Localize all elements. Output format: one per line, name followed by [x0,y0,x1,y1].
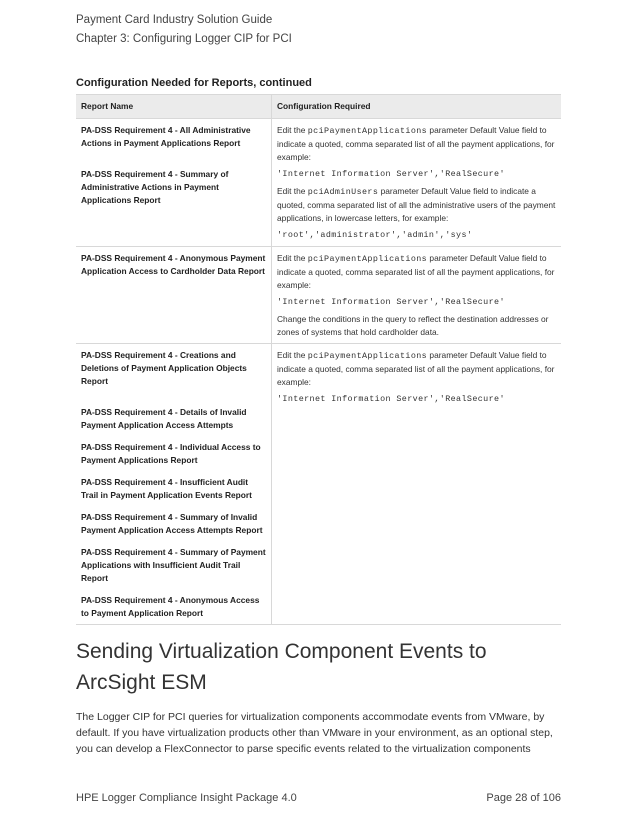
configuration-cell [272,344,562,625]
config-instruction: Edit the pciAdminUsers parameter Default Value field to indicate a quoted, comma separated list of all the administrative users of the payment applications, in lowercase letters, for example: [277,186,556,223]
config-instruction: Edit the pciPaymentApplications parameter Default Value field to indicate a quoted, comma separated list of all the payment applications, for example: [277,350,555,387]
configuration-table [76,94,561,625]
config-instruction: Edit the pciPaymentApplications parameter Default Value field to indicate a quoted, comma separated list of all the payment applications, for example: [277,125,555,162]
running-header-title: Payment Card Industry Solution Guide [76,14,273,26]
config-example: 'Internet Information Server','RealSecure' [277,394,505,404]
section-heading-line1: Sending Virtualization Component Events to [76,640,487,663]
footer-page-number: Page 28 of 106 [486,792,561,804]
column-header-report-name: Report Name [76,95,272,119]
report-name: PA-DSS Requirement 4 - All Administrative Actions in Payment Applications Report [81,125,251,148]
section-heading-line2: ArcSight ESM [76,671,207,694]
report-name: PA-DSS Requirement 4 - Creations and Deletions of Payment Application Objects Report [81,350,247,386]
report-name-cell [76,344,272,625]
config-instruction: Edit the pciPaymentApplications parameter Default Value field to indicate a quoted, comma separated list of all the payment applications, for example: [277,253,555,290]
configuration-cell [272,247,562,344]
report-name: PA-DSS Requirement 4 - Anonymous Access to Payment Application Report [81,595,260,618]
table-row [76,344,561,625]
table-section-title: Configuration Needed for Reports, continued [76,77,312,89]
running-header-chapter: Chapter 3: Configuring Logger CIP for PCI [76,33,292,45]
report-name: PA-DSS Requirement 4 - Summary of Invalid Payment Application Access Attempts Report [81,512,263,535]
parameter-name: pciAdminUsers [307,187,379,197]
table-header-row [76,95,561,119]
table-row [76,119,561,247]
report-name: PA-DSS Requirement 4 - Individual Access to Payment Applications Report [81,442,261,465]
configuration-cell [272,119,562,247]
report-name-cell [76,247,272,344]
parameter-name: pciPaymentApplications [307,126,428,136]
body-paragraph: The Logger CIP for PCI queries for virtualization components accommodate events from VMware, by default. If you have virtualization products other than VMware in your environment, as an optional step, you can develop a FlexConnector to parse specific events related to the virtualization components [76,711,553,755]
report-name: PA-DSS Requirement 4 - Summary of Administrative Actions in Payment Applications Report [81,169,229,205]
config-note: Change the conditions in the query to reflect the destination addresses or zones of systems that hold cardholder data. [277,314,549,337]
config-example: 'root','administrator','admin','sys' [277,230,473,240]
report-name: PA-DSS Requirement 4 - Anonymous Payment Application Access to Cardholder Data Report [81,253,266,276]
column-header-configuration: Configuration Required [272,95,562,119]
parameter-name: pciPaymentApplications [307,351,428,361]
config-example: 'Internet Information Server','RealSecure' [277,169,505,179]
parameter-name: pciPaymentApplications [307,254,428,264]
footer-product: HPE Logger Compliance Insight Package 4.0 [76,792,297,804]
report-name: PA-DSS Requirement 4 - Details of Invalid Payment Application Access Attempts [81,407,247,430]
report-name: PA-DSS Requirement 4 - Summary of Payment Applications with Insufficient Audit Trail Report [81,547,266,583]
config-example: 'Internet Information Server','RealSecure' [277,297,505,307]
report-name-cell [76,119,272,247]
table-row [76,247,561,344]
report-name: PA-DSS Requirement 4 - Insufficient Audit Trail in Payment Application Events Report [81,477,252,500]
